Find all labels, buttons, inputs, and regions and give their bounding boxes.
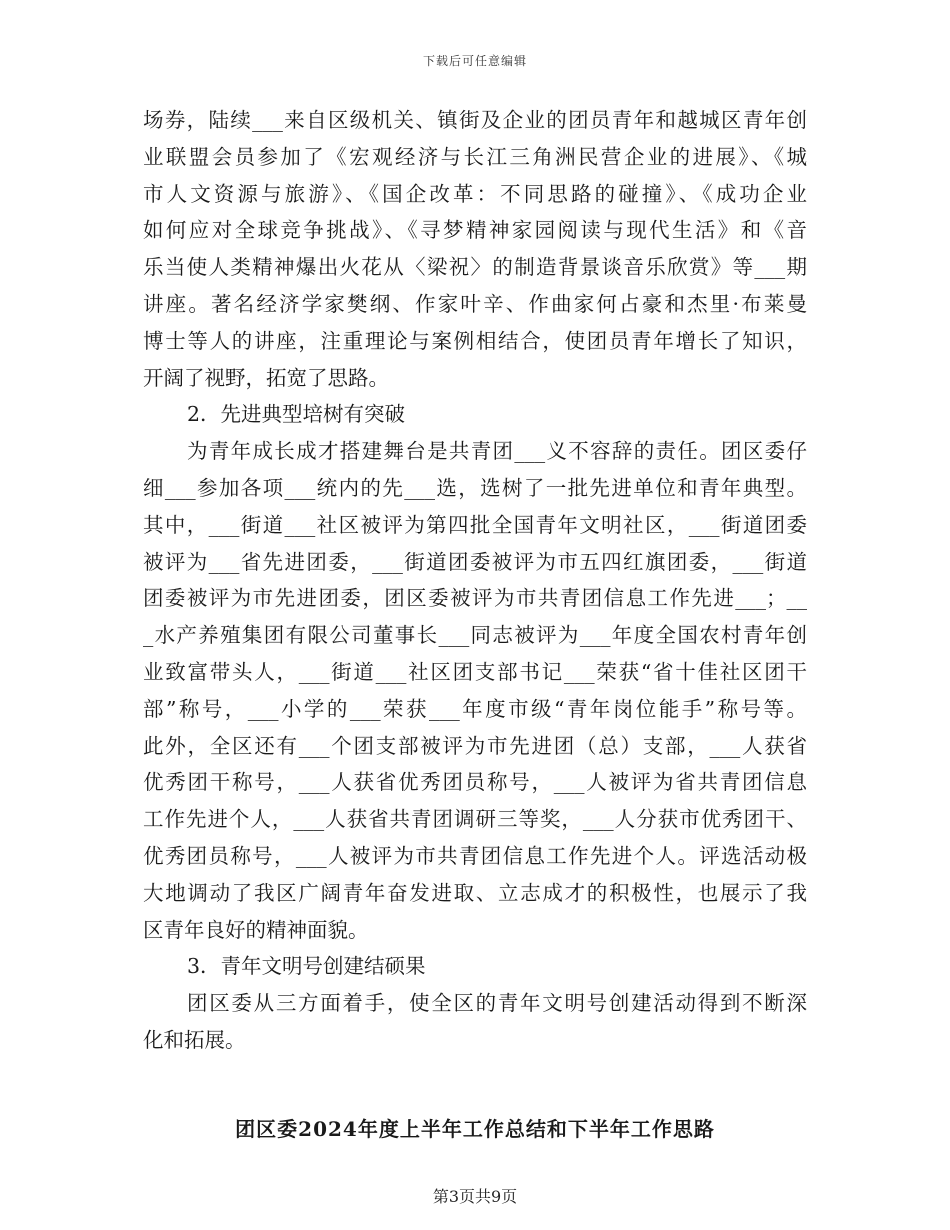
paragraph-line: 乐当使人类精神爆出火花从〈梁祝〉的制造背景谈音乐欣赏》等___期 bbox=[143, 255, 807, 280]
paragraph-line: 团区委从三方面着手，使全区的青年文明号创建活动得到不断深 bbox=[187, 991, 807, 1016]
page-header: 下载后可任意编辑 bbox=[422, 54, 527, 68]
paragraph-line: 大地调动了我区广阔青年奋发进取、立志成才的积极性，也展示了我 bbox=[143, 880, 807, 905]
page-footer: 第3页共9页 bbox=[432, 1187, 518, 1206]
document-title: 团区委2024年度上半年工作总结和下半年工作思路 bbox=[235, 1117, 715, 1141]
paragraph-line: 其中，___街道___社区被评为第四批全国青年文明社区，___街道团委 bbox=[143, 512, 807, 537]
paragraph-line: 优秀团干称号，___人获省优秀团员称号，___人被评为省共青团信息 bbox=[143, 770, 807, 795]
paragraph-line: 博士等人的讲座，注重理论与案例相结合，使团员青年增长了知识， bbox=[143, 328, 807, 353]
paragraph-line: 场券，陆续___来自区级机关、镇街及企业的团员青年和越城区青年创 bbox=[143, 108, 807, 132]
body-text bbox=[143, 102, 807, 1059]
paragraph-line: 区青年良好的精神面貌。 bbox=[143, 917, 369, 942]
paragraph-line: 被评为___省先进团委，___街道团委被评为市五四红旗团委，___街道 bbox=[143, 549, 807, 574]
paragraph-line: 业致富带头人，___街道___社区团支部书记___荣获“省十佳社区团干 bbox=[143, 659, 807, 684]
section-heading: 2．先进典型培树有突破 bbox=[187, 402, 406, 427]
section-heading: 3．青年文明号创建结硕果 bbox=[187, 954, 426, 979]
paragraph-line: 优秀团员称号，___人被评为市共青团信息工作先进个人。评选活动极 bbox=[143, 843, 807, 868]
paragraph-line: 业联盟会员参加了《宏观经济与长江三角洲民营企业的进展》、《城 bbox=[143, 144, 807, 169]
paragraph-line: 讲座。著名经济学家樊纲、作家叶辛、作曲家何占豪和杰里·布莱曼 bbox=[143, 291, 807, 316]
paragraph-line: 此外，全区还有___个团支部被评为市先进团（总）支部，___人获省 bbox=[143, 733, 807, 758]
paragraph-line: 开阔了视野，拓宽了思路。 bbox=[143, 365, 389, 390]
paragraph-line: 部”称号，___小学的___荣获___年度市级“青年岗位能手”称号等。 bbox=[143, 696, 807, 721]
paragraph-line: 工作先进个人，___人获省共青团调研三等奖，___人分获市优秀团干、 bbox=[143, 807, 807, 832]
paragraph-line: 为青年成长成才搭建舞台是共青团___义不容辞的责任。团区委仔 bbox=[187, 439, 807, 464]
paragraph-line: 市人文资源与旅游》、《国企改革：不同思路的碰撞》、《成功企业 bbox=[143, 181, 807, 206]
paragraph-line: 细___参加各项___统内的先___选，选树了一批先进单位和青年典型。 bbox=[143, 475, 807, 500]
paragraph-line: 化和拓展。 bbox=[143, 1027, 246, 1052]
paragraph-line: _水产养殖集团有限公司董事长___同志被评为___年度全国农村青年创 bbox=[143, 623, 807, 648]
paragraph-line: 如何应对全球竞争挑战》、《寻梦精神家园阅读与现代生活》和《音 bbox=[143, 218, 807, 243]
paragraph-line: 团委被评为市先进团委，团区委被评为市共青团信息工作先进___；__ bbox=[143, 586, 807, 611]
